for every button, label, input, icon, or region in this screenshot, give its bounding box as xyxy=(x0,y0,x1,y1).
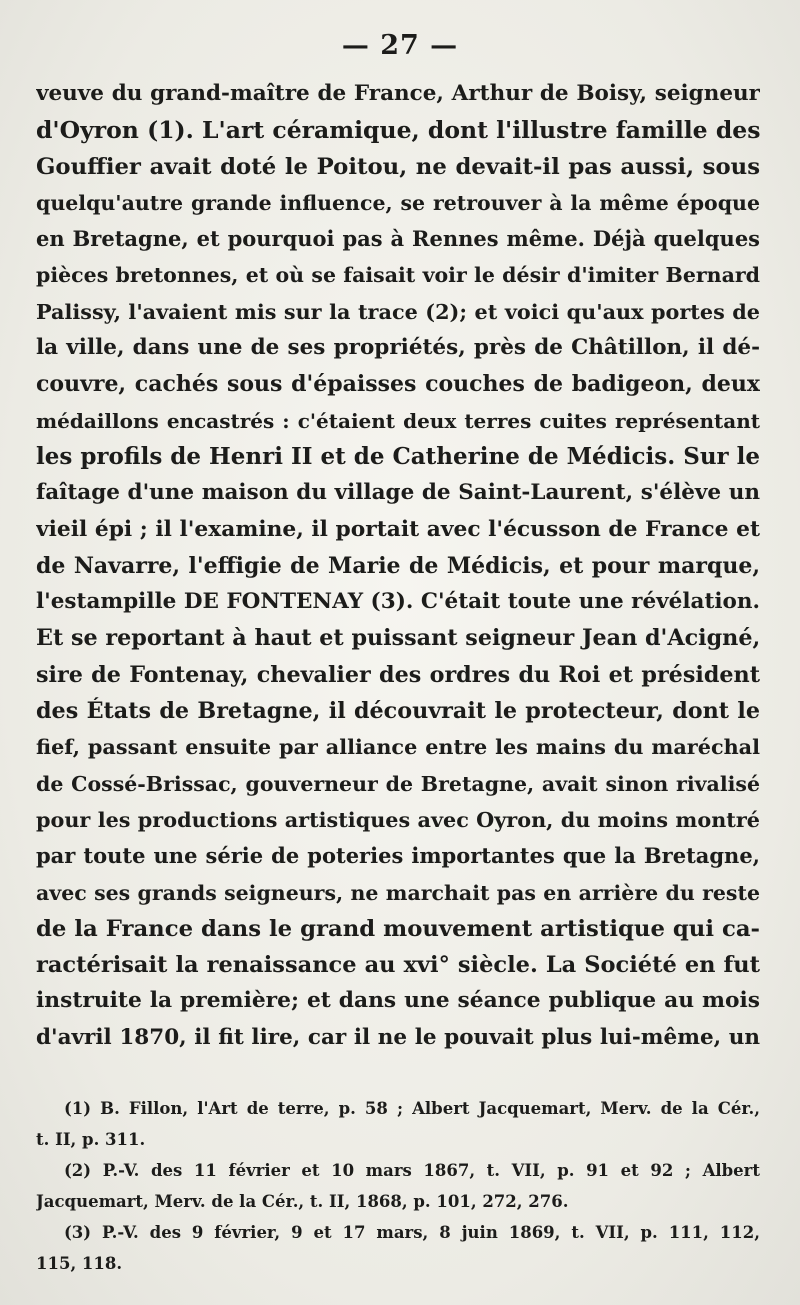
text-line: sire de Fontenay, chevalier des ordres du Roi et président xyxy=(36,661,760,688)
footnote-line: (2) P.-V. des 11 février et 10 mars 1867, t. VII, p. 91 et 92 ; Albert xyxy=(64,1161,760,1180)
text-line: pour les productions artistiques avec Oyron, du moins montré xyxy=(36,807,760,832)
body-text xyxy=(36,76,760,1056)
footnote-line: (1) B. Fillon, l'Art de terre, p. 58 ; Albert Jacquemart, Merv. de la Cér., xyxy=(64,1099,760,1118)
text-line: de Navarre, l'effigie de Marie de Médicis, et pour marque, xyxy=(36,552,760,579)
text-line: de la France dans le grand mouvement artistique qui ca- xyxy=(36,915,760,942)
text-line: Palissy, l'avaient mis sur la trace (2); et voici qu'aux portes de xyxy=(36,299,760,324)
footnote-line: (3) P.-V. des 9 février, 9 et 17 mars, 8 juin 1869, t. VII, p. 111, 112, xyxy=(64,1223,760,1242)
text-line: Et se reportant à haut et puissant seigneur Jean d'Acigné, xyxy=(36,625,760,652)
text-line: des États de Bretagne, il découvrait le protecteur, dont le xyxy=(36,698,760,725)
text-line: faîtage d'une maison du village de Saint-Laurent, s'élève un xyxy=(36,480,760,506)
text-line: d'Oyron (1). L'art céramique, dont l'illustre famille des xyxy=(36,116,760,145)
text-line: Gouffier avait doté le Poitou, ne devait-il pas aussi, sous xyxy=(36,153,760,180)
text-line: l'estampille DE FONTENAY (3). C'était toute une révélation. xyxy=(36,589,760,615)
text-line: fief, passant ensuite par alliance entre les mains du maréchal xyxy=(36,735,760,760)
text-line: veuve du grand-maître de France, Arthur de Boisy, seigneur xyxy=(36,81,760,106)
text-line: par toute une série de poteries importantes que la Bretagne, xyxy=(36,843,760,869)
text-line: ractérisait la renaissance au xvi° siècle. La Société en fut xyxy=(36,952,760,979)
text-line: avec ses grands seigneurs, ne marchait pas en arrière du reste xyxy=(36,880,760,905)
text-line: vieil épi ; il l'examine, il portait avec l'écusson de France et xyxy=(36,516,760,542)
text-line: de Cossé-Brissac, gouverneur de Bretagne, avait sinon rivalisé xyxy=(36,771,760,796)
text-line: la ville, dans une de ses propriétés, près de Châtillon, il dé- xyxy=(36,335,760,361)
text-line: les profils de Henri II et de Catherine de Médicis. Sur le xyxy=(36,442,760,470)
footnote-line: t. II, p. 311. xyxy=(36,1130,146,1149)
footnote-line: Jacquemart, Merv. de la Cér., t. II, 1868, p. 101, 272, 276. xyxy=(36,1192,569,1211)
page-number: — 27 — xyxy=(341,30,459,61)
footnotes xyxy=(36,1093,760,1279)
text-line: couvre, cachés sous d'épaisses couches de badigeon, deux xyxy=(36,371,760,398)
text-line: instruite la première; et dans une séance publique au mois xyxy=(36,988,760,1014)
text-line: en Bretagne, et pourquoi pas à Rennes même. Déjà quelques xyxy=(36,226,760,252)
text-line: pièces bretonnes, et où se faisait voir le désir d'imiter Bernard xyxy=(36,263,760,288)
text-line: d'avril 1870, il fit lire, car il ne le pouvait plus lui-même, un xyxy=(36,1024,760,1050)
text-line: quelqu'autre grande influence, se retrouver à la même époque xyxy=(36,190,760,215)
text-line: médaillons encastrés : c'étaient deux terres cuites représentant xyxy=(36,408,760,433)
footnote-line: 115, 118. xyxy=(36,1254,123,1273)
